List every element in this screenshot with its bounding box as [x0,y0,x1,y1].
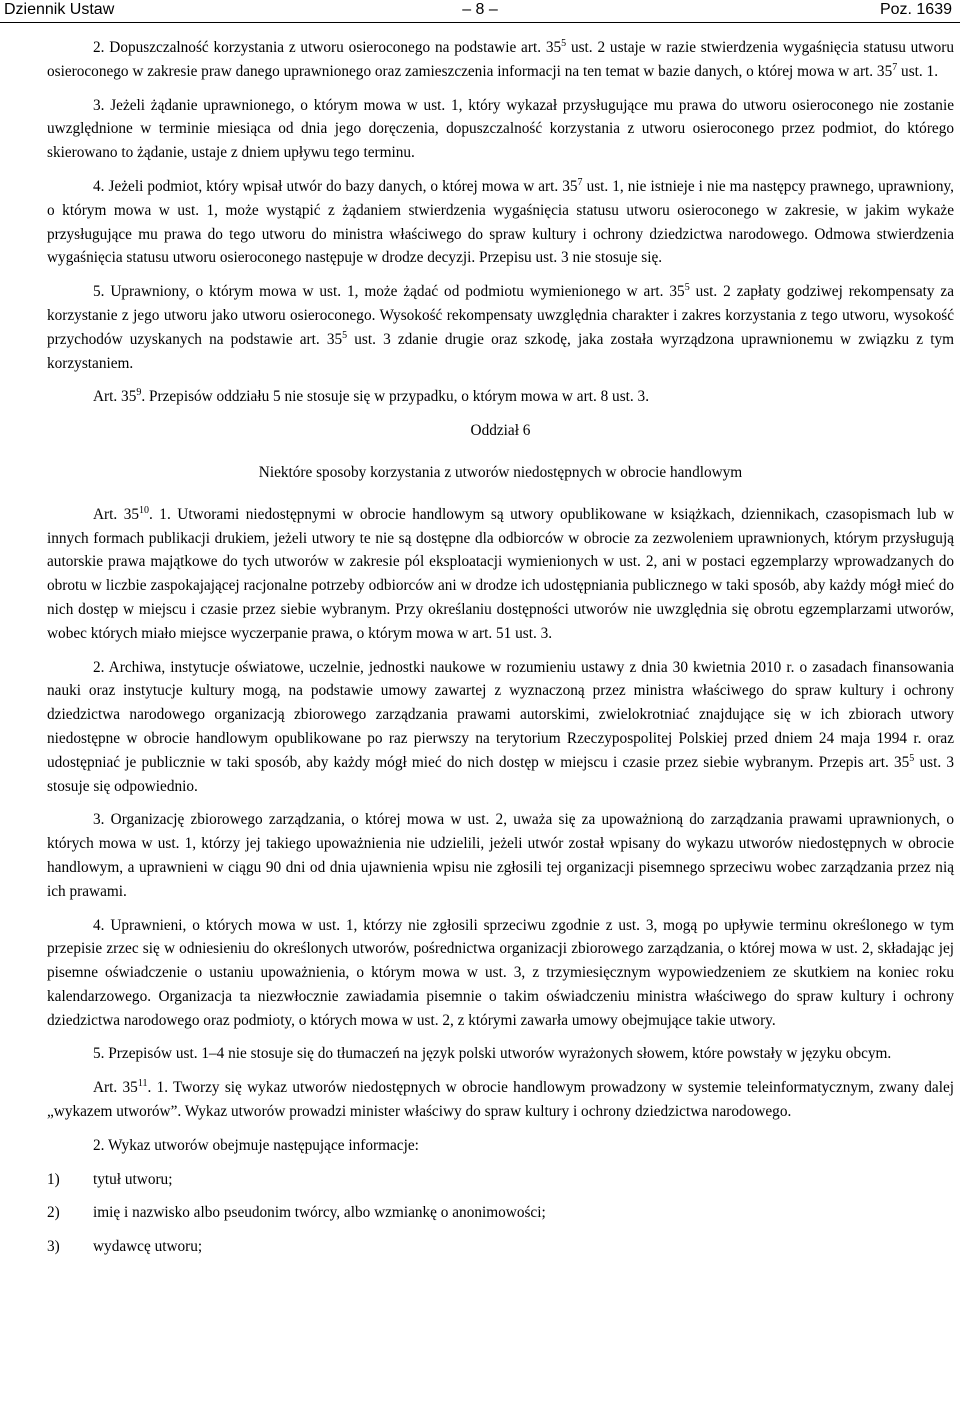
list-text: imię i nazwisko albo pseudonim twórcy, albo wzmiankę o anonimowości; [93,1204,546,1222]
article-35-10-ust-2: 2. Archiwa, instytucje oświatowe, uczelnie, jednostki naukowe w rozumieniu ustawy z dnia 30 kwietnia 2010 r. o zasadach finansowania nauki oraz instytucje kultury mogą, na podstawie umowy zawartej z wyznaczoną przez ministra właściwego do spraw kultury i ochrony dziedzictwa narodowego organizacją zbiorowego zarządzania prawami autorskimi, zwielokrotniać znajdujące się w ich zbiorach utwory niedostępne w obrocie handlowym opublikowane po raz pierwszy na terytorium Rzeczypospolitej Polskiej przed dniem 24 maja 1994 r. oraz udostępniać je publicznie w taki sposób, aby każdy mógł mieć do nich dostęp w miejscu i czasie przez siebie wybranym. Przepis art. $35^5$ ust. 3 stosuje się odpowiednio. [47,658,954,795]
paragraph-ust-4: 4. Jeżeli podmiot, który wpisał utwór do bazy danych, o której mowa w art. $35^7$ ust. 1, nie istnieje i nie ma następcy prawnego, uprawniony, o którym mowa w ust. 1, może wystąpić z żądaniem stwierdzenia wygaśnięcia statusu utworu osieroconego w zakresie, w jakim wykaże przysługujące mu prawa do tego utworu do ministra właściwego do spraw kultury i ochrony dziedzictwa narodowego. Odmowa stwierdzenia wygaśnięcia statusu utworu osieroconego następuje w drodze decyzji. Przepisu ust. 3 nie stosuje się. [47,176,954,267]
list-number: 3) [47,1238,60,1256]
article-35-10-ust-1: Art. $35^{10}$. 1. Utworami niedostępnymi w obrocie handlowym są utwory opublikowane w książkach, dziennikach, czasopismach lub w innych formach publikacji drukiem, jeżeli utwory te nie są dostępne dla odbiorców w obrocie za zezwoleniem uprawnionych, którym przysługują autorskie prawa majątkowe do tych utworów w zakresie pól eksploatacji wymienionych w ust. 2, ani w postaci egzemplarzy wprowadzanych do obrotu w liczbie zaspokajającej racjonalne potrzeby odbiorców ani w drodze ich udostępniania publicznego w taki sposób, aby każdy mógł mieć do nich dostęp w miejscu i czasie przez siebie wybranym. Przy określaniu dostępności utworów nie uwzględnia się obrotu egzemplarzami utworów, wobec których miało miejsce wyczerpanie prawa, o którym mowa w art. 51 ust. 3. [47,504,954,642]
article-35-11-ust-1: Art. $35^{11}$. 1. Tworzy się wykaz utworów niedostępnych w obrocie handlowym prowadzony w systemie teleinformatycznym, zwany dalej „wykazem utworów”. Wykaz utworów prowadzi minister właściwy do spraw kultury i ochrony dziedzictwa narodowego. [47,1078,954,1121]
page-number: – 8 – [462,1,498,18]
list-number: 2) [47,1204,60,1222]
list-text: tytuł utworu; [93,1170,173,1188]
journal-name: Dziennik Ustaw [4,1,115,18]
article-35-11-ust-2: 2. Wykaz utworów obejmuje następujące informacje: [93,1136,419,1154]
document-body [47,36,954,1269]
header-rule [0,22,960,23]
list-number: 1) [47,1170,60,1188]
list-item [47,1201,954,1225]
list-item [47,1168,954,1192]
paragraph-ust-3: 3. Jeżeli żądanie uprawnionego, o którym mowa w ust. 1, który wykazał przysługujące mu prawa do utworu osieroconego nie zostanie uwzględnione w terminie miesiąca od dnia jego doręczenia, dopuszczalność korzystania z utworu osieroconego przez podmiot, do którego skierowano to żądanie, ustaje z dniem upływu tego terminu. [47,96,954,162]
page-header [0,0,960,20]
article-35-10-ust-5: 5. Przepisów ust. 1–4 nie stosuje się do tłumaczeń na język polski utworów wyrażonych słowem, które powstały w języku obcym. [93,1045,892,1063]
article-35-9: Art. $35^9$. Przepisów oddziału 5 nie stosuje się w przypadku, o którym mowa w art. 8 ust. 3. [93,387,650,406]
division-title: Niektóre sposoby korzystania z utworów niedostępnych w obrocie handlowym [258,463,743,481]
paragraph-ust-2: 2. Dopuszczalność korzystania z utworu osieroconego na podstawie art. $35^5$ ust. 2 ustaje w razie stwierdzenia wygaśnięcia statusu utworu osieroconego w zakresie praw danego uprawnionego oraz zamieszczenia informacji na ten temat w bazie danych, o której mowa w art. $35^7$ ust. 1. [47,38,954,80]
article-35-10-ust-3: 3. Organizację zbiorowego zarządzania, o której mowa w ust. 2, uważa się za upoważnioną do zarządzania prawami uprawnionych, o których mowa w ust. 1, którzy jej takiego upoważnienia nie udzielili, jeżeli utwór został wpisany do wykazu utworów niedostępnych w obrocie handlowym, a uprawnieni w ciągu 90 dni od dnia ujawnienia wpisu nie zgłosili tej organizacji pisemnego sprzeciwu wobec zarządzania przez nią ich prawami. [47,811,954,900]
list-text: wydawcę utworu; [93,1238,203,1256]
paragraph-ust-5: 5. Uprawniony, o którym mowa w ust. 1, może żądać od podmiotu wymienionego w art. $35^5$ ust. 2 zapłaty godziwej rekompensaty za korzystanie z jego utworu jako utworu osieroconego. Wysokość rekompensaty uwzględnia charakter i zakres korzystania z tego utworu, wysokość przychodów uzyskanych na podstawie art. $35^5$ ust. 3 zdanie drugie oraz szkodę, jaka została wyrządzona uprawnionemu w związku z tym korzystaniem. [47,282,954,372]
position-number: Poz. 1639 [879,1,952,18]
article-35-10-ust-4: 4. Uprawnieni, o których mowa w ust. 1, którzy nie zgłosili sprzeciwu zgodnie z ust. 3, mogą po upływie terminu określonego w tym przepisie zrzec się w odniesieniu do określonych utworów, pośrednictwa organizacji zbiorowego zarządzania, o której mowa w ust. 2, składając jej pisemne oświadczenie o ustaniu upoważnienia, o którym mowa w ust. 3, z trzymiesięcznym wypowiedzeniem ze skutkiem na koniec roku kalendarzowego. Organizacja ta niezwłocznie zawiadamia pisemnie o takim oświadczeniu ministra właściwego do spraw kultury i ochrony dziedzictwa narodowego oraz podmioty, o których mowa w ust. 2, z którymi zawarła umowy obejmujące takie utwory. [47,916,954,1029]
list-item [47,1235,954,1259]
division-heading: Oddział 6 [470,422,531,440]
